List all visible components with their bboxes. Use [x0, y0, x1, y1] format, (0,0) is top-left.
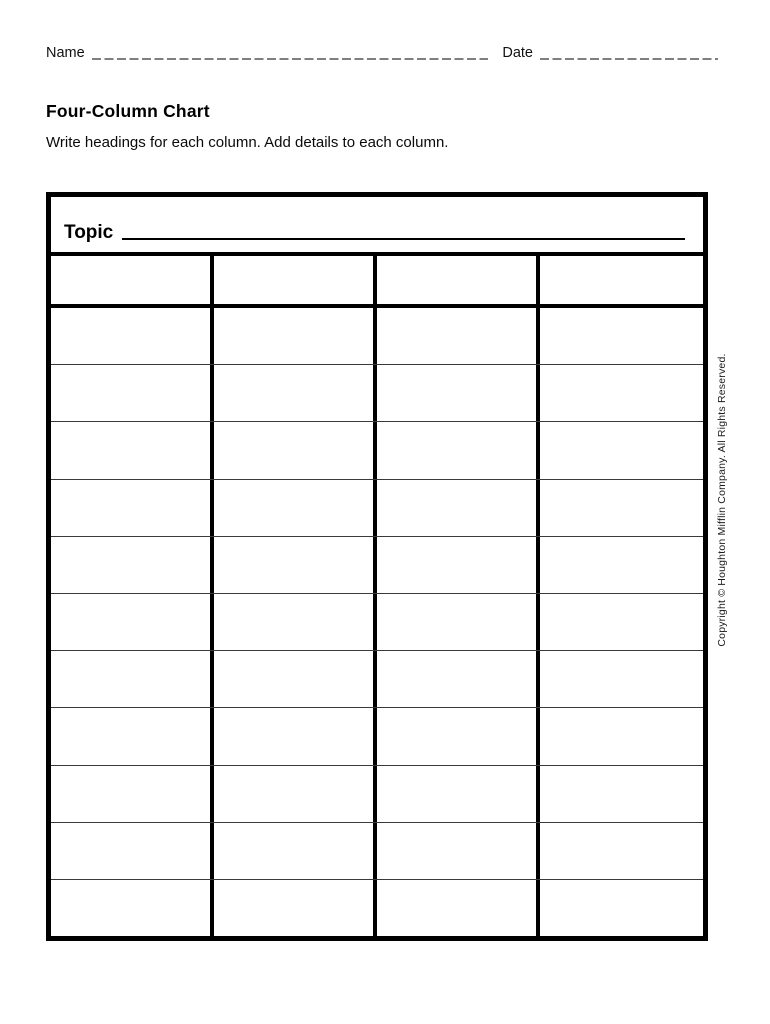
- chart-cell-r6-c1[interactable]: [51, 594, 214, 650]
- chart-cell-r6-c2[interactable]: [214, 594, 377, 650]
- chart-cell-r8-c4[interactable]: [540, 708, 703, 764]
- chart-row-3: [51, 422, 703, 479]
- name-blank-line[interactable]: [92, 58, 489, 60]
- chart-cell-r11-c4[interactable]: [540, 880, 703, 936]
- chart-cell-r1-c3[interactable]: [377, 308, 540, 364]
- chart-cell-r4-c1[interactable]: [51, 480, 214, 536]
- chart-cell-r9-c2[interactable]: [214, 766, 377, 822]
- chart-cell-r11-c2[interactable]: [214, 880, 377, 936]
- chart-cell-r5-c2[interactable]: [214, 537, 377, 593]
- chart-cell-r7-c3[interactable]: [377, 651, 540, 707]
- chart-cell-r9-c4[interactable]: [540, 766, 703, 822]
- chart-cell-r6-c3[interactable]: [377, 594, 540, 650]
- chart-row-11: [51, 880, 703, 936]
- chart-cell-r2-c2[interactable]: [214, 365, 377, 421]
- chart-cell-r5-c1[interactable]: [51, 537, 214, 593]
- chart-cell-r4-c2[interactable]: [214, 480, 377, 536]
- chart-cell-r9-c1[interactable]: [51, 766, 214, 822]
- chart-cell-r3-c2[interactable]: [214, 422, 377, 478]
- date-label: Date: [502, 45, 533, 61]
- column-heading-cell-3[interactable]: [377, 256, 540, 304]
- copyright-notice: Copyright © Houghton Mifflin Company. All Rights Reserved.: [716, 353, 728, 647]
- date-blank-line[interactable]: [540, 58, 718, 60]
- chart-row-5: [51, 537, 703, 594]
- chart-cell-r7-c2[interactable]: [214, 651, 377, 707]
- chart-row-9: [51, 766, 703, 823]
- instructions-text: Write headings for each column. Add details to each column.: [46, 134, 449, 151]
- chart-cell-r8-c2[interactable]: [214, 708, 377, 764]
- chart-row-7: [51, 651, 703, 708]
- chart-cell-r7-c4[interactable]: [540, 651, 703, 707]
- column-heading-cell-2[interactable]: [214, 256, 377, 304]
- four-column-chart: [46, 192, 708, 941]
- chart-cell-r3-c1[interactable]: [51, 422, 214, 478]
- chart-cell-r10-c3[interactable]: [377, 823, 540, 879]
- chart-row-8: [51, 708, 703, 765]
- chart-cell-r10-c1[interactable]: [51, 823, 214, 879]
- chart-row-2: [51, 365, 703, 422]
- chart-cell-r4-c3[interactable]: [377, 480, 540, 536]
- chart-cell-r1-c1[interactable]: [51, 308, 214, 364]
- chart-cell-r10-c4[interactable]: [540, 823, 703, 879]
- topic-label: Topic: [64, 222, 114, 243]
- chart-cell-r6-c4[interactable]: [540, 594, 703, 650]
- chart-cell-r1-c4[interactable]: [540, 308, 703, 364]
- chart-cell-r8-c1[interactable]: [51, 708, 214, 764]
- chart-cell-r10-c2[interactable]: [214, 823, 377, 879]
- chart-cell-r3-c4[interactable]: [540, 422, 703, 478]
- chart-cell-r7-c1[interactable]: [51, 651, 214, 707]
- chart-row-4: [51, 480, 703, 537]
- chart-row-1: [51, 308, 703, 365]
- chart-row-6: [51, 594, 703, 651]
- chart-cell-r11-c1[interactable]: [51, 880, 214, 936]
- chart-cell-r5-c3[interactable]: [377, 537, 540, 593]
- chart-cell-r4-c4[interactable]: [540, 480, 703, 536]
- topic-row: [51, 197, 703, 252]
- worksheet-title: Four-Column Chart: [46, 101, 210, 121]
- chart-cell-r3-c3[interactable]: [377, 422, 540, 478]
- chart-cell-r5-c4[interactable]: [540, 537, 703, 593]
- chart-body: [51, 308, 703, 936]
- chart-row-10: [51, 823, 703, 880]
- topic-blank-line[interactable]: [122, 238, 685, 240]
- chart-cell-r2-c3[interactable]: [377, 365, 540, 421]
- column-headings-row: [51, 252, 703, 308]
- column-heading-cell-1[interactable]: [51, 256, 214, 304]
- chart-cell-r2-c4[interactable]: [540, 365, 703, 421]
- chart-cell-r1-c2[interactable]: [214, 308, 377, 364]
- chart-cell-r9-c3[interactable]: [377, 766, 540, 822]
- name-date-row: [46, 44, 718, 62]
- chart-cell-r8-c3[interactable]: [377, 708, 540, 764]
- name-label: Name: [46, 45, 85, 61]
- chart-cell-r2-c1[interactable]: [51, 365, 214, 421]
- column-heading-cell-4[interactable]: [540, 256, 703, 304]
- chart-cell-r11-c3[interactable]: [377, 880, 540, 936]
